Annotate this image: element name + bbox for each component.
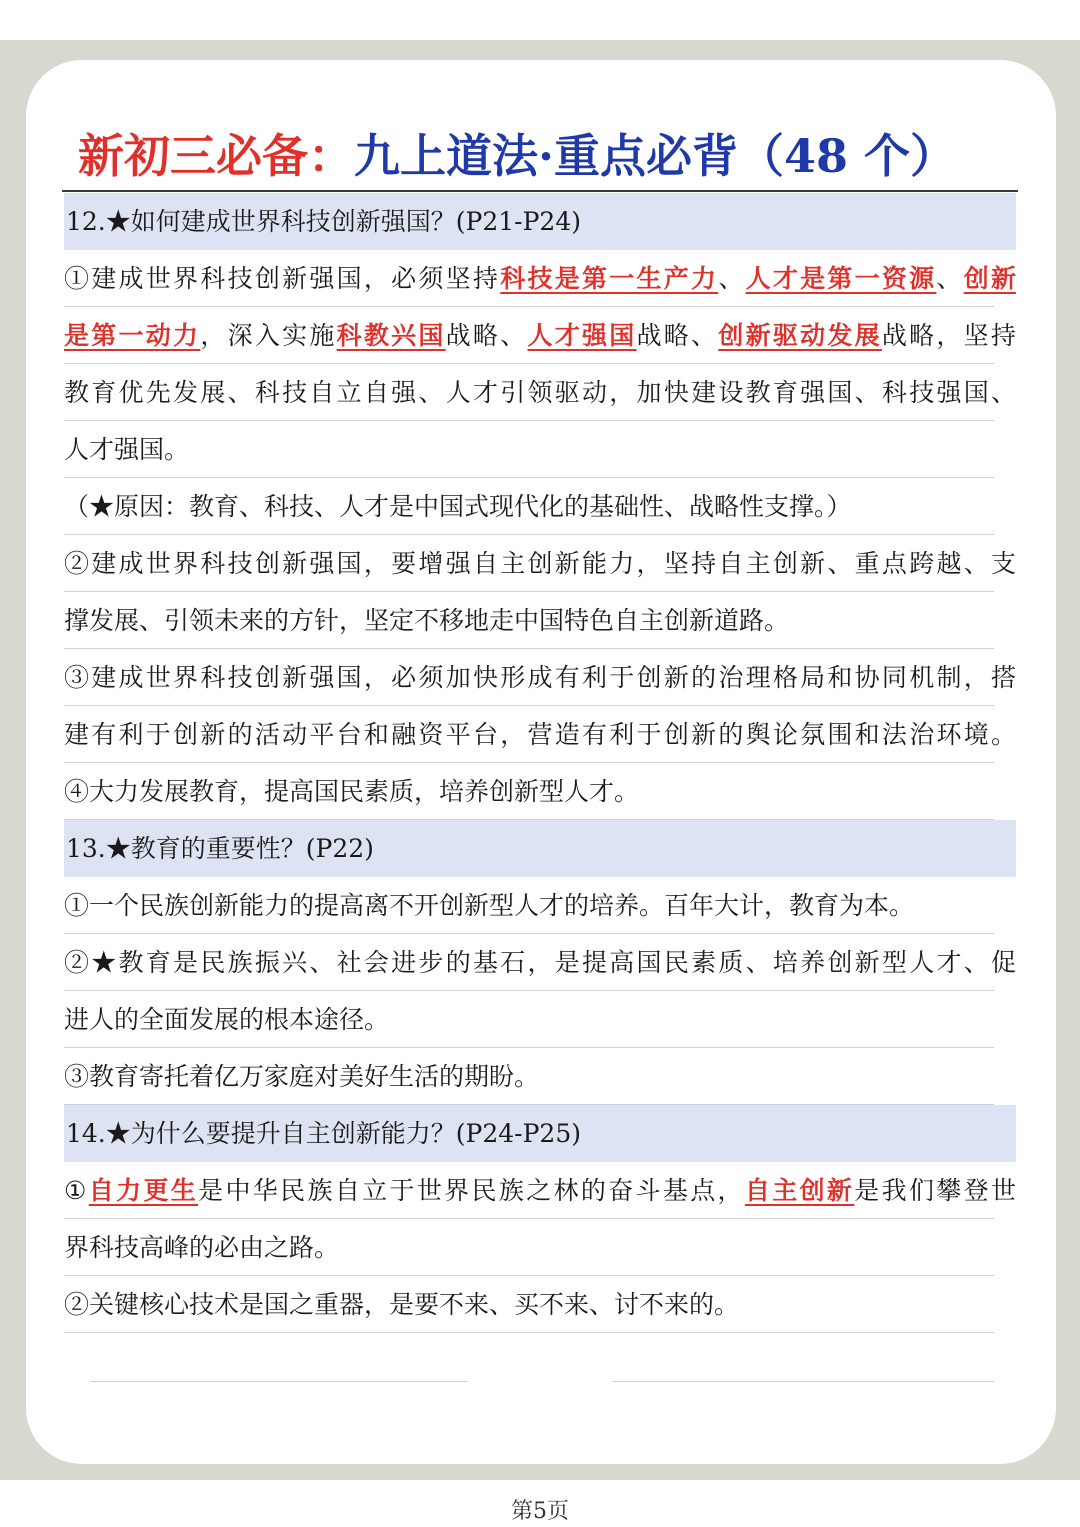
q14-p2: ②关键核心技术是国之重器，是要不来、买不来、讨不来的。 xyxy=(64,1276,1016,1333)
blank-rule-left xyxy=(90,1381,468,1382)
keyword: 科技是第一生产力 xyxy=(500,264,719,293)
keyword: 科教兴国 xyxy=(336,321,446,350)
q12-p3-line1: ③建成世界科技创新强国，必须加快形成有利于创新的治理格局和协同机制，搭 xyxy=(64,649,1016,706)
page-title xyxy=(78,124,1038,188)
q12-p4: ④大力发展教育，提高国民素质，培养创新型人才。 xyxy=(64,763,1016,820)
q14-p1-line2: 界科技高峰的必由之路。 xyxy=(64,1219,1016,1276)
q12-p1-line4: 人才强国。 xyxy=(64,421,1016,478)
content xyxy=(64,193,1016,1333)
q12-p2-line2: 撑发展、引领未来的方针，坚定不移地走中国特色自主创新道路。 xyxy=(64,592,1016,649)
title-divider xyxy=(62,190,1018,192)
q12-p2-line1: ②建成世界科技创新强国，要增强自主创新能力，坚持自主创新、重点跨越、支 xyxy=(64,535,1016,592)
q13-p3: ③教育寄托着亿万家庭对美好生活的期盼。 xyxy=(64,1048,1016,1105)
q12-p3-line2: 建有利于创新的活动平台和融资平台，营造有利于创新的舆论氛围和法治环境。 xyxy=(64,706,1016,763)
keyword: 是第一动力 xyxy=(64,321,201,350)
q13-p1: ①一个民族创新能力的提高离不开创新型人才的培养。百年大计，教育为本。 xyxy=(64,877,1016,934)
q12-reason: （★原因：教育、科技、人才是中国式现代化的基础性、战略性支撑。） xyxy=(64,478,1016,535)
title-red-part: 新初三必备： xyxy=(78,129,354,183)
q13-p2-line1: ②★教育是民族振兴、社会进步的基石，是提高国民素质、培养创新型人才、促 xyxy=(64,934,1016,991)
q12-heading: 12.★如何建成世界科技创新强国？(P21-P24) xyxy=(64,193,1016,250)
q12-p1-line2: 是第一动力，深入实施科教兴国战略、人才强国战略、创新驱动发展战略，坚持 xyxy=(64,307,1016,364)
keyword: 人才强国 xyxy=(527,321,637,350)
q14-heading: 14.★为什么要提升自主创新能力？(P24-P25) xyxy=(64,1105,1016,1162)
page-number: 第5页 xyxy=(511,1499,569,1524)
q13-heading: 13.★教育的重要性？(P22) xyxy=(64,820,1016,877)
keyword: 自力更生 xyxy=(88,1176,199,1205)
blank-rule-right xyxy=(612,1381,994,1382)
title-blue-part: 九上道法·重点必背（48 个） xyxy=(354,129,957,183)
keyword: 人才是第一资源 xyxy=(745,264,937,293)
q12-p1-line1: ①建成世界科技创新强国，必须坚持科技是第一生产力、人才是第一资源、创新 xyxy=(64,250,1016,307)
keyword: 自主创新 xyxy=(744,1176,855,1205)
keyword: 创新 xyxy=(963,264,1016,293)
q13-p2-line2: 进人的全面发展的根本途径。 xyxy=(64,991,1016,1048)
q14-p1-line1: ①自力更生是中华民族自立于世界民族之林的奋斗基点，自主创新是我们攀登世 xyxy=(64,1162,1016,1219)
q12-p1-line3: 教育优先发展、科技自立自强、人才引领驱动，加快建设教育强国、科技强国、 xyxy=(64,364,1016,421)
keyword: 创新驱动发展 xyxy=(718,321,882,350)
